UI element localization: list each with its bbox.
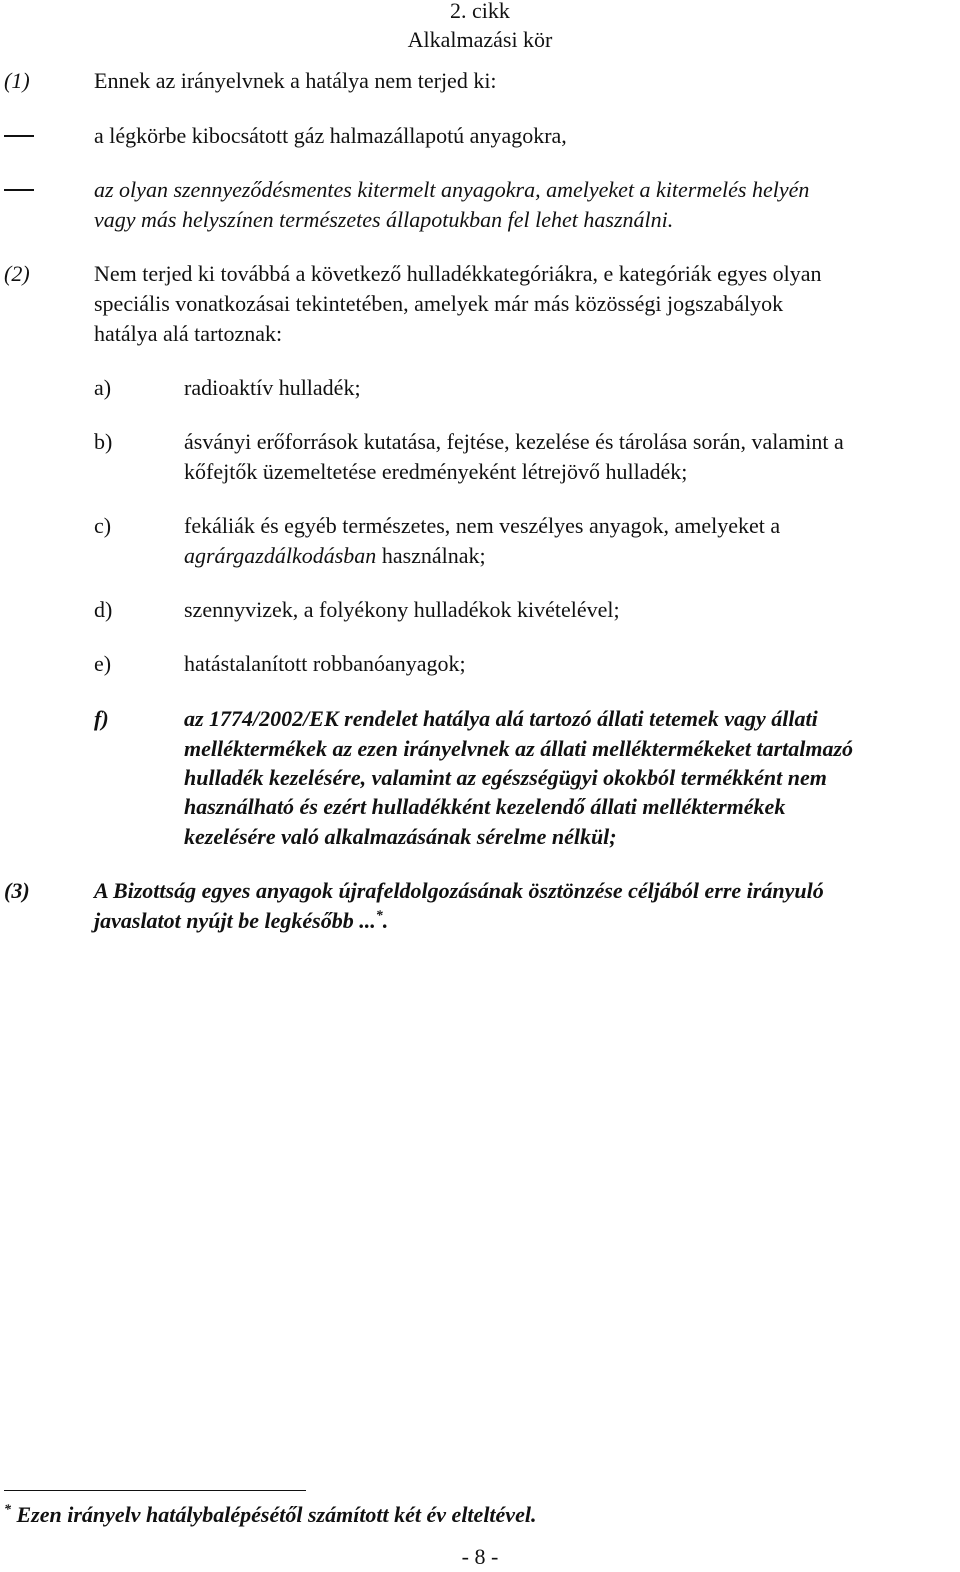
item-c-label: c): [94, 513, 112, 538]
item-d-text: szennyvizek, a folyékony hulladékok kivételével;: [184, 597, 620, 622]
page-number: - 8 -: [461, 1544, 499, 1569]
item-f-line4: használható és ezért hulladékként kezelendő állati melléktermékek: [184, 794, 786, 819]
item-b-label: b): [94, 429, 113, 454]
item-c-line1: fekáliák és egyéb természetes, nem veszélyes anyagok, amelyeket a: [184, 513, 781, 538]
item-c-line2-rest: használnak;: [376, 543, 486, 568]
footnote-text: Ezen irányelv hatálybalépésétől számított két év elteltével.: [16, 1502, 537, 1527]
para1-item2-dash: [4, 189, 34, 191]
footnote-reference[interactable]: *: [375, 908, 383, 924]
para3-label: (3): [4, 878, 30, 903]
article-title: Alkalmazási kör: [407, 27, 553, 52]
para1-intro: Ennek az irányelvnek a hatálya nem terjed ki:: [94, 68, 497, 93]
article-number: 2. cikk: [450, 0, 510, 23]
item-e-label: e): [94, 651, 112, 676]
para3-line2: [94, 906, 388, 936]
para2-line3: hatálya alá tartoznak:: [94, 321, 283, 346]
para3-line2-text: javaslatot nyújt be legkésőbb ...: [94, 908, 376, 933]
footnote: [4, 1500, 536, 1530]
item-f-line5: kezelésére való alkalmazásának sérelme nélkül;: [184, 824, 617, 849]
para1-item1: a légkörbe kibocsátott gáz halmazállapotú anyagokra,: [94, 123, 567, 148]
item-f-line1: az 1774/2002/EK rendelet hatálya alá tartozó állati tetemek vagy állati: [184, 706, 818, 731]
item-d-label: d): [94, 597, 113, 622]
para3-line1: A Bizottság egyes anyagok újrafeldolgozásának ösztönzése céljából erre irányuló: [94, 878, 824, 903]
footnote-separator: [4, 1490, 306, 1491]
item-c-line2: [184, 541, 486, 571]
item-a-label: a): [94, 375, 112, 400]
para3-line2-end: .: [382, 908, 389, 933]
item-f-label: f): [94, 706, 109, 731]
item-f-line3: hulladék kezelésére, valamint az egészségügyi okokból termékként nem: [184, 765, 827, 790]
item-a-text: radioaktív hulladék;: [184, 375, 361, 400]
item-e-text: hatástalanított robbanóanyagok;: [184, 651, 466, 676]
para1-item1-dash: [4, 135, 34, 137]
para2-line2: speciális vonatkozásai tekintetében, amelyek már más közösségi jogszabályok: [94, 291, 784, 316]
para1-label: (1): [4, 68, 30, 93]
item-f-line2: melléktermékek az ezen irányelvnek az állati melléktermékeket tartalmazó: [184, 736, 854, 761]
item-b-line2: kőfejtők üzemeltetése eredményeként létrejövő hulladék;: [184, 459, 688, 484]
footnote-mark: *: [4, 1502, 11, 1518]
item-b-line1: ásványi erőforrások kutatása, fejtése, kezelése és tárolása során, valamint a: [184, 429, 844, 454]
para2-label: (2): [4, 261, 30, 286]
para1-item2-line1: az olyan szennyeződésmentes kitermelt anyagokra, amelyeket a kitermelés helyén: [94, 177, 810, 202]
item-c-italic-term: agrárgazdálkodásban: [184, 543, 377, 568]
para1-item2-line2: vagy más helyszínen természetes állapotukban fel lehet használni.: [94, 207, 674, 232]
para2-line1: Nem terjed ki továbbá a következő hulladékkategóriákra, e kategóriák egyes olyan: [94, 261, 822, 286]
